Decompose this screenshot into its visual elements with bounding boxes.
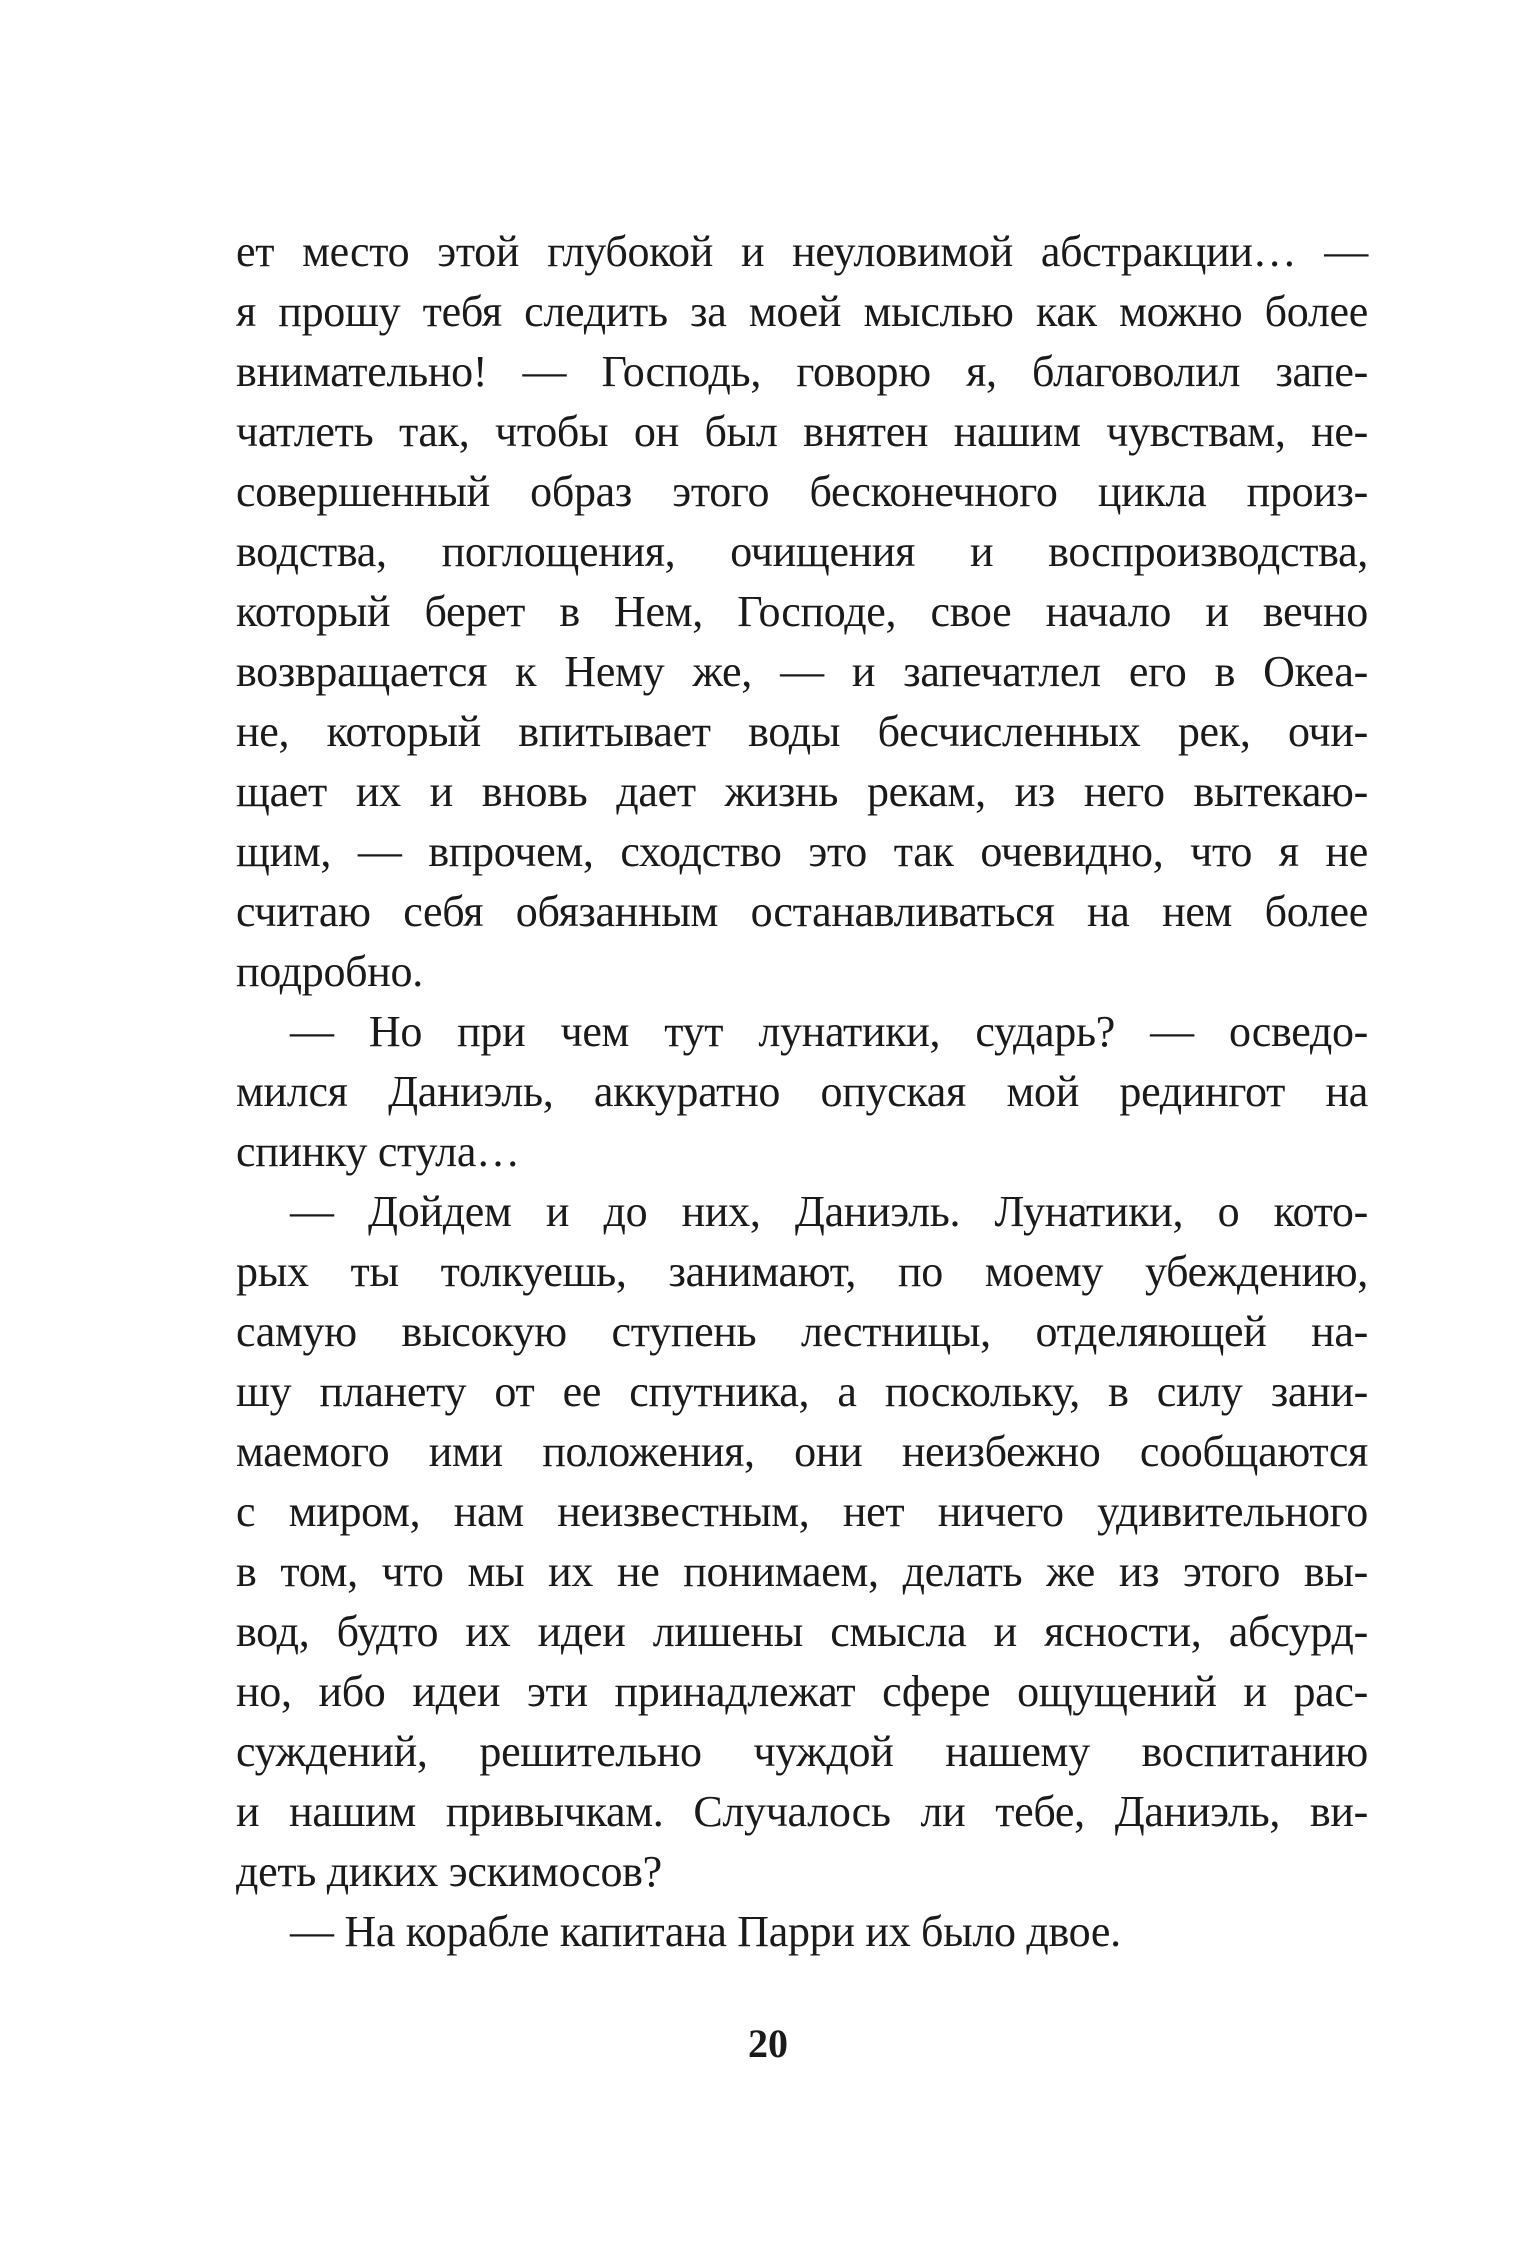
text-line: деть диких эскимосов?: [236, 1847, 662, 1896]
text-line: в том, что мы их не понимаем, делать же из этого вы-: [236, 1547, 1368, 1596]
text-line: вод, будто их идеи лишены смысла и ясности, абсурд-: [236, 1607, 1368, 1656]
text-line: самую высокую ступень лестницы, отделяющей на-: [236, 1307, 1368, 1356]
text-line: водства, поглощения, очищения и воспроизводства,: [236, 527, 1368, 576]
page-number: 20: [748, 2021, 788, 2066]
text-line: с миром, нам неизвестным, нет ничего удивительного: [236, 1487, 1368, 1536]
text-line: возвращается к Нему же, — и запечатлел его в Океа-: [236, 647, 1368, 696]
text-line: — Но при чем тут лунатики, сударь? — осведо-: [290, 1007, 1368, 1056]
text-line: щает их и вновь дает жизнь рекам, из него вытекаю-: [236, 767, 1368, 816]
page-body: [236, 222, 1368, 1962]
text-line: я прошу тебя следить за моей мыслью как можно более: [236, 287, 1368, 336]
text-line: но, ибо идеи эти принадлежат сфере ощущений и рас-: [236, 1667, 1368, 1716]
text-line: который берет в Нем, Господе, свое начало и вечно: [236, 587, 1368, 636]
text-line: и нашим привычкам. Случалось ли тебе, Даниэль, ви-: [236, 1787, 1368, 1836]
text-line: рых ты толкуешь, занимают, по моему убеждению,: [236, 1247, 1368, 1296]
text-line: щим, — впрочем, сходство это так очевидно, что я не: [236, 827, 1368, 876]
text-line: — На корабле капитана Парри их было двое.: [290, 1907, 1121, 1956]
text-line: шу планету от ее спутника, а поскольку, в силу зани-: [236, 1367, 1368, 1416]
text-line: маемого ими положения, они неизбежно сообщаются: [236, 1427, 1368, 1476]
paragraph: [236, 1002, 1368, 1182]
text-line: чатлеть так, чтобы он был внятен нашим чувствам, не-: [236, 407, 1368, 456]
text-line: подробно.: [236, 947, 423, 996]
text-line: мился Даниэль, аккуратно опуская мой редингот на: [236, 1067, 1368, 1116]
paragraph: [236, 1902, 1368, 1962]
text-line: — Дойдем и до них, Даниэль. Лунатики, о кото-: [290, 1187, 1368, 1236]
text-line: совершенный образ этого бесконечного цикла произ-: [236, 467, 1368, 516]
text-line: внимательно! — Господь, говорю я, благоволил запе-: [236, 347, 1368, 396]
text-line: не, который впитывает воды бесчисленных рек, очи-: [236, 707, 1368, 756]
text-line: суждений, решительно чуждой нашему воспитанию: [236, 1727, 1368, 1776]
text-line: спинку стула…: [236, 1127, 520, 1176]
text-line: ет место этой глубокой и неуловимой абстракции… —: [236, 227, 1368, 276]
paragraph: [236, 1182, 1368, 1902]
paragraph: [236, 222, 1368, 1002]
text-line: считаю себя обязанным останавливаться на нем более: [236, 887, 1368, 936]
